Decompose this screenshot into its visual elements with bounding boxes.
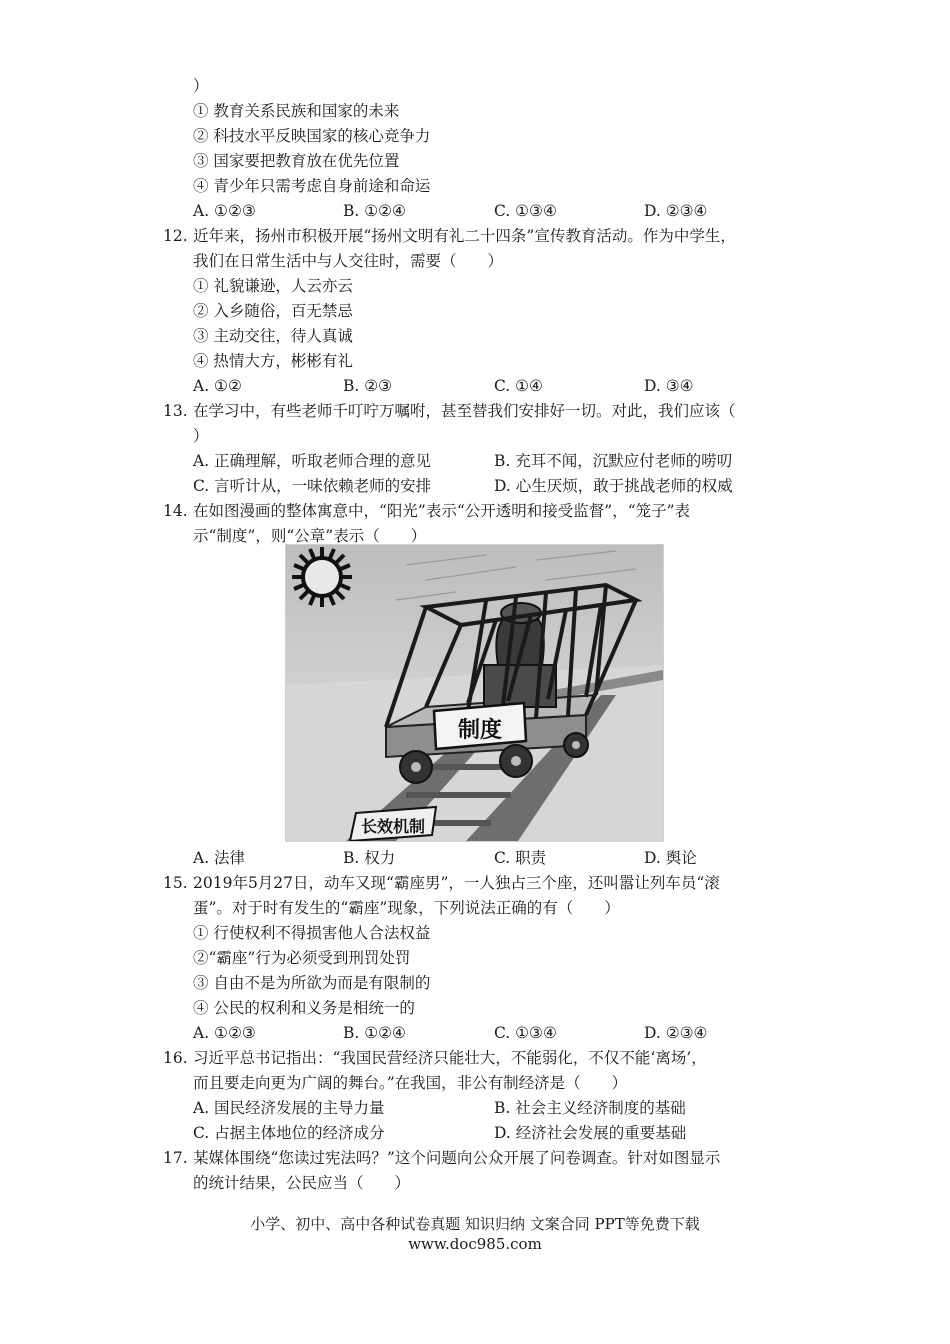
q15-option-c: C. ①③④: [494, 1024, 557, 1042]
footer-line1: 小学、初中、高中各种试卷真题 知识归纳 文案合同 PPT等免费下载: [250, 1215, 700, 1233]
q16-option-b: B. 社会主义经济制度的基础: [494, 1099, 686, 1117]
q11-option-d: D. ②③④: [644, 202, 708, 220]
q16-option-d: D. 经济社会发展的重要基础: [494, 1124, 687, 1142]
q12-option-d: D. ③④: [644, 377, 694, 395]
q12-option-b: B. ②③: [343, 377, 393, 395]
q15-option-b: B. ①②④: [343, 1024, 406, 1042]
q12-item-1: ① 礼貌谦逊，人云亦云: [193, 277, 353, 295]
track-label: 长效机制: [360, 817, 426, 836]
q11-paren: ）: [193, 77, 209, 95]
q12-option-c: C. ①④: [494, 377, 543, 395]
q12-stem-line1: 近年来，扬州市积极开展“扬州文明有礼二十四条”宣传教育活动。作为中学生，: [193, 227, 736, 245]
q12-number: 12.: [163, 227, 188, 245]
q14-option-a: A. 法律: [193, 849, 246, 867]
q15-item-3: ③ 自由不是为所欲为而是有限制的: [193, 974, 431, 992]
q12-item-2: ② 入乡随俗，百无禁忌: [193, 302, 353, 320]
q11-item-4: ④ 青少年只需考虑自身前途和命运: [193, 177, 431, 195]
q16-option-a: A. 国民经济发展的主导力量: [193, 1099, 385, 1117]
q11-item-3: ③ 国家要把教育放在优先位置: [193, 152, 400, 170]
q14-number: 14.: [163, 502, 188, 520]
q15-number: 15.: [163, 874, 188, 892]
cart-sign-label: 制度: [457, 718, 503, 743]
q13-option-d: D. 心生厌烦，敢于挑战老师的权威: [494, 477, 733, 495]
q13-stem-line2: ）: [193, 427, 209, 445]
q11-option-c: C. ①③④: [494, 202, 557, 220]
q13-number: 13.: [163, 402, 188, 420]
q11-option-a: A. ①②③: [193, 202, 256, 220]
q11-option-b: B. ①②④: [343, 202, 406, 220]
q15-option-a: A. ①②③: [193, 1024, 256, 1042]
sun-icon: [292, 547, 352, 607]
q13-stem-line1: 在学习中，有些老师千叮咛万嘱咐，甚至替我们安排好一切。对此，我们应该（: [193, 402, 736, 420]
q15-item-4: ④ 公民的权利和义务是相统一的: [193, 999, 415, 1017]
q13-option-b: B. 充耳不闻，沉默应付老师的唠叨: [494, 452, 733, 470]
q17-number: 17.: [163, 1149, 188, 1167]
q15-item-1: ① 行使权利不得损害他人合法权益: [193, 924, 431, 942]
q14-stem-line2: 示“制度”，则“公章”表示（ ）: [193, 527, 427, 545]
q11-item-1: ① 教育关系民族和国家的未来: [193, 102, 400, 120]
q14-option-c: C. 职责: [494, 849, 547, 867]
q15-stem-line1: 2019年5月27日，动车又现“霸座男”，一人独占三个座，还叫嚣让列车员“滚: [193, 874, 720, 892]
q14-option-d: D. 舆论: [644, 849, 697, 867]
q13-option-c: C. 言听计从，一味依赖老师的安排: [193, 477, 432, 495]
q13-option-a: A. 正确理解，听取老师合理的意见: [193, 452, 432, 470]
q15-stem-line2: 蛋”。对于时有发生的“霸座”现象，下列说法正确的有（ ）: [193, 899, 620, 917]
q15-option-d: D. ②③④: [644, 1024, 708, 1042]
q12-option-a: A. ①②: [193, 377, 242, 395]
cage-cartoon-image: [285, 544, 664, 842]
q17-stem-line2: 的统计结果，公民应当（ ）: [193, 1174, 411, 1192]
q16-stem-line1: 习近平总书记指出：“我国民营经济只能壮大，不能弱化，不仅不能‘离场’，: [193, 1049, 707, 1067]
q12-stem-line2: 我们在日常生活中与人交往时，需要（ ）: [193, 252, 504, 270]
q17-stem-line1: 某媒体围绕“您读过宪法吗？”这个问题向公众开展了问卷调查。针对如图显示: [193, 1149, 721, 1167]
q11-item-2: ② 科技水平反映国家的核心竞争力: [193, 127, 431, 145]
q14-option-b: B. 权力: [343, 849, 396, 867]
footer-link[interactable]: www.doc985.com: [408, 1235, 542, 1253]
q14-stem-line1: 在如图漫画的整体寓意中，“阳光”表示“公开透明和接受监督”，“笼子”表: [193, 502, 691, 520]
q12-item-3: ③ 主动交往，待人真诚: [193, 327, 353, 345]
q15-item-2: ②“霸座”行为必须受到刑罚处罚: [193, 949, 411, 967]
q12-item-4: ④ 热情大方，彬彬有礼: [193, 352, 353, 370]
q16-option-c: C. 占据主体地位的经济成分: [193, 1124, 385, 1142]
q16-number: 16.: [163, 1049, 188, 1067]
q16-stem-line2: 而且要走向更为广阔的舞台。”在我国，非公有制经济是（ ）: [193, 1074, 628, 1092]
